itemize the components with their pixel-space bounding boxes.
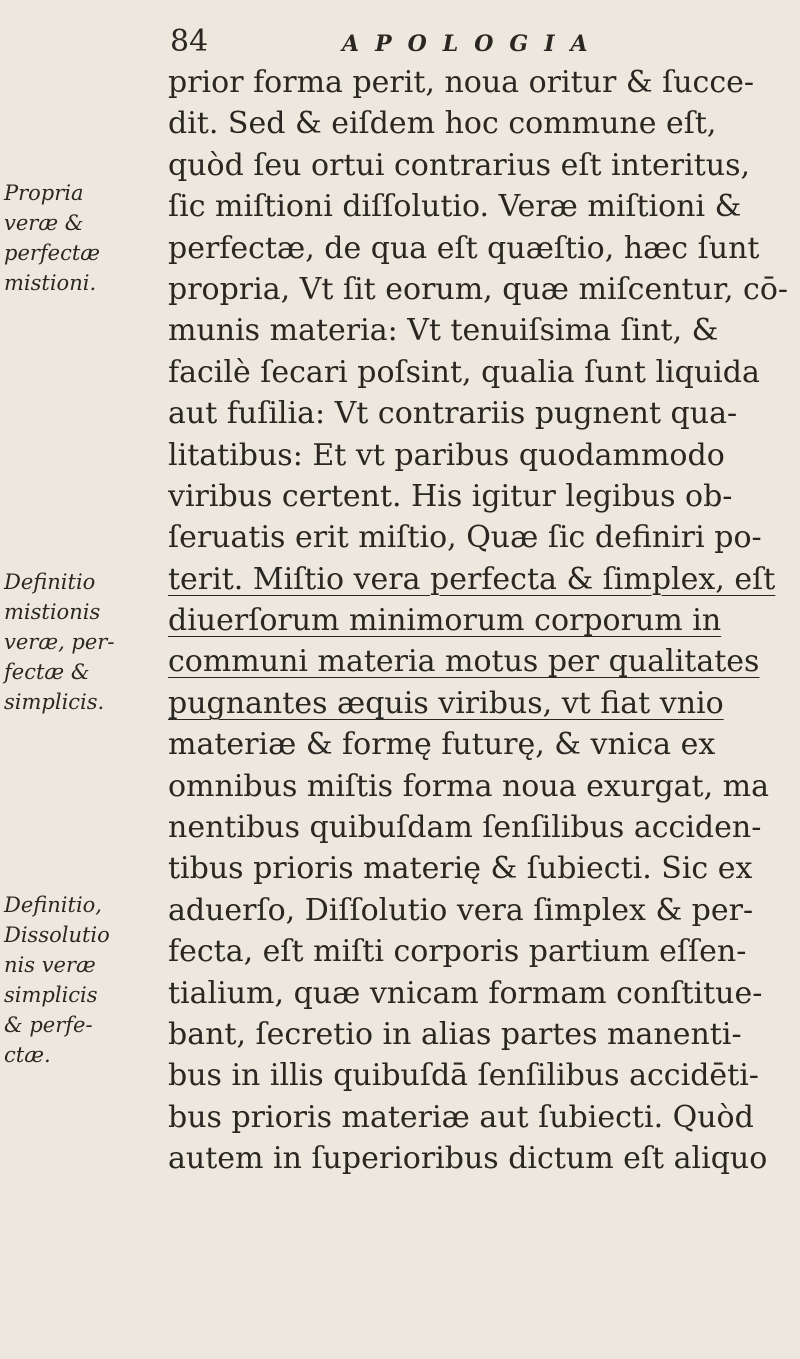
margin-note-propria: Propria veræ & perfectæ mistioni. <box>4 181 101 295</box>
text-line: omnibus miſtis forma noua exurgat, ma <box>168 768 769 804</box>
text-line: facilè ſecari poſsint, qualia ſunt liquida <box>168 354 760 390</box>
text-line: pugnantes æquis viribus, vt fiat vnio <box>168 685 724 721</box>
text-line: perfectæ, de qua eſt quæſtio, hæc ſunt <box>168 230 760 266</box>
body-text <box>168 62 800 1180</box>
text-line: tibus prioris materię & ſubiecti. Sic ex <box>168 851 753 887</box>
text-line: autem in ſuperioribus dictum eſt aliquo <box>168 1141 768 1177</box>
text-line: bus in illis quibuſdā ſenſilibus accidēti- <box>168 1058 759 1094</box>
text-line: munis materia: Vt tenuiſsima ſint, & <box>168 313 719 349</box>
text-line: ſic miſtioni diſſolutio. Veræ miſtioni & <box>168 189 742 225</box>
text-line: viribus certent. His igitur legibus ob- <box>168 478 733 514</box>
margin-note-definitio-mistionis: Definitio mistionis veræ, per- fectæ & simplicis. <box>4 570 115 714</box>
text-line: propria, Vt ſit eorum, quæ miſcentur, cō- <box>168 271 789 307</box>
text-line: bus prioris materiæ aut ſubiecti. Quòd <box>168 1099 754 1135</box>
text-line: nentibus quibuſdam ſenſilibus acciden- <box>168 810 762 846</box>
text-line: prior forma perit, noua oritur & ſucce- <box>168 65 755 100</box>
text-line: aut fuſilia: Vt contrariis pugnent qua- <box>168 396 738 432</box>
text-line: aduerſo, Diſſolutio vera ſimplex & per- <box>168 892 754 928</box>
text-line: communi materia motus per qualitates <box>168 644 760 680</box>
text-line: terit. Miſtio vera perfecta & ſimplex, eſt <box>168 561 776 597</box>
text-line: dit. Sed & eiſdem hoc commune eſt, <box>168 106 717 142</box>
text-line: tialium, quæ vnicam formam conſtitue- <box>168 975 763 1011</box>
text-line: litatibus: Et vt paribus quodammodo <box>168 437 725 473</box>
text-line: quòd ſeu ortui contrarius eſt interitus, <box>168 147 751 183</box>
page-header <box>160 22 760 62</box>
text-line: diuerſorum minimorum corporum in <box>168 603 722 639</box>
text-line: materiæ & formę futurę, & vnica ex <box>168 727 716 763</box>
marginalia <box>0 0 150 1359</box>
margin-note-definitio-dissolutionis: Definitio, Dissolutio nis veræ simplicis & perfe- ctæ. <box>4 893 110 1067</box>
page-number: 84 <box>170 24 209 59</box>
running-head: APOLOGIA <box>342 31 604 57</box>
text-line: bant, ſecretio in alias partes manenti- <box>168 1016 742 1052</box>
text-line: fecta, eſt miſti corporis partium eſſen- <box>168 934 747 970</box>
text-line: ſeruatis erit miſtio, Quæ ſic definiri po- <box>168 520 762 556</box>
